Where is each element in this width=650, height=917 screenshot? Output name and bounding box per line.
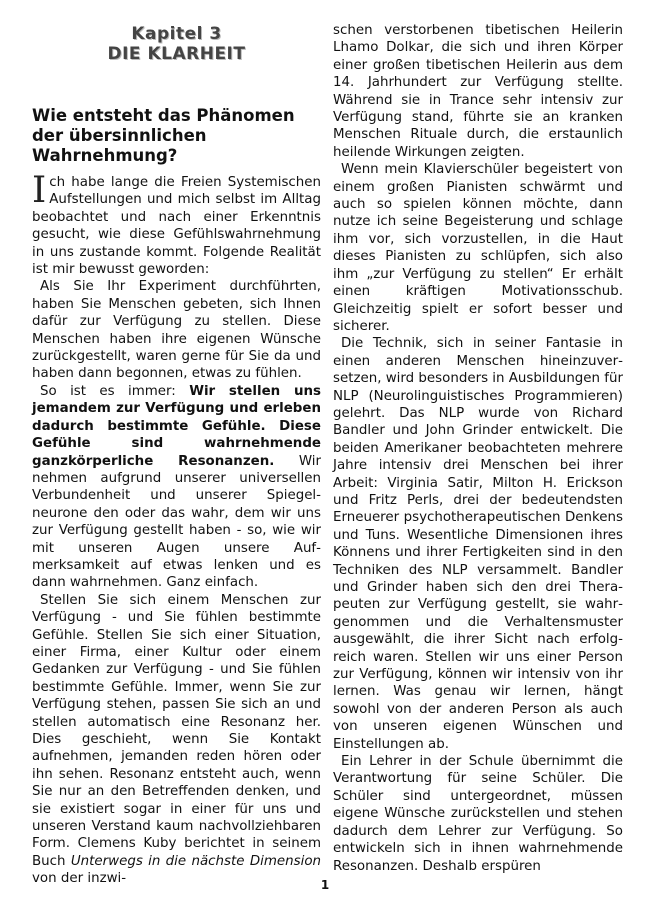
left-column [32,24,321,888]
page-number: 1 [320,878,330,892]
emphasis-text: Wir stellen uns jemandem zur Verfügung und erleben dadurch bestimmte Gefühle. Diese Gefühle sind wahrnehmende ganzkörperliche Resonanzen. [32,383,321,469]
paragraph [32,170,321,278]
paragraph: Die Technik, sich in seiner Fantasie in einen anderen Menschen hineinzuversetzen, wird besonders in Ausbildungen für NLP (Neurolinguistisches Programmieren) gelehrt. Das NLP wurde von Richard Bandler und John Grinder entwickelt. Die beiden Amerikaner beobachteten mehrere Jahre intensiv drei Menschen bei ihrer Arbeit: Virginia Satir, Milton H. Erickson und Fritz Perls, drei der bedeutendsten Erneuerer psychotherapeutischen Denkens und Tuns. Wesentliche Dimensionen ihres Könnens und ihrer Fertigkeiten sind in den Techniken des NLP versammelt. Bandler und Grinder haben sich den drei Therapeuten zur Verfügung gestellt, sie wahrgenommen und die Verhaltensmuster ausgewählt, die ihrer Sicht nach erfolgreich waren. Stellen wir uns einer Person zur Verfügung, können wir intensiv von ihr lernen. Was genau wir lernen, hängt sowohl von der anderen Person als auch von unseren eigenen Wünschen und Einstellungen ab. [333,336,623,752]
paragraph-text: Stellen Sie sich einem Menschen zur Verfügung - und Sie fühlen bestimmte Gefühle. Stellen Sie sich einer Situation, einer Firma, einer Kultur oder einem Gedanken zur Verfügung - und Sie fühlen bestimmte Gefühle. Immer, wenn Sie zur Verfügung stehen, passen Sie sich an und stellen automatisch eine Resonanz her. Dies geschieht, wenn Sie Kontakt aufnehmen, jemanden reden hören oder ihn sehen. Resonanz entsteht auch, wenn Sie nur an den Betreffenden denken, und sie existiert sogar in einer für uns und unseren Verstand kaum nachvollziehbaren Form. Clemens Kuby berichtet in seinem Buch [32,592,321,869]
paragraph-text: ch habe lange die Freien Systemischen Aufstellungen und mich selbst im Alltag beobachtet und nach einer Erkenntnis gesucht, wie diese Gefühlswahrnehmung in uns zustande kommt. Folgende Realität ist mir bewusst geworden: [32,175,321,278]
paragraph: Als Sie Ihr Experiment durchführten, haben Sie Menschen gebeten, sich Ihnen dafür zur Verfügung zu stellen. Diese Menschen haben ihre eigenen Wünsche zurückgestellt, waren gerne für Sie da und haben dann begonnen, etwas zu fühlen. [32,279,321,382]
chapter-heading [32,24,321,64]
section-title: Wie entsteht das Phänomen der übersinnlichen Wahrnehmung? [32,106,295,165]
paragraph [32,592,321,888]
drop-cap: I [32,170,47,211]
chapter-title: DIE KLARHEIT [107,44,246,64]
paragraph: Ein Lehrer in der Schule übernimmt die Verantwortung für seine Schüler. Die Schüler sind untergeordnet, müssen eigene Wünsche zurückstellen und stehen dadurch dem Lehrer zur Verfügung. So entwickeln sich in ihnen wahrnehmende Resonanzen. Deshalb erspüren [333,754,623,874]
paragraph-text: Wir nehmen aufgrund unserer universellen Verbundenheit und unserer Spiegelneurone den oder das wahr, dem wir uns zur Verfügung gestellt haben - so, wie wir mit unseren Augen unsere Aufmerksamkeit auf etwas lenken und es dann wahrnehmen. Ganz einfach. [32,453,321,591]
book-title: Unterwegs in die nächste Dimension [70,853,321,869]
paragraph: schen verstorbenen tibetischen Heilerin Lhamo Dolkar, die sich und ihren Körper einer großen tibetischen Heilerin aus dem 14. Jahrhundert zur Verfügung stellte. Während sie in Trance sehr intensiv zur Verfügung stand, führte sie an kranken Menschen Rituale durch, die erstaunlich heilende Wirkungen zeigten. [333,23,623,160]
paragraph-text: von der inzwi- [32,871,127,887]
right-column [333,22,623,875]
chapter-number: Kapitel 3 [131,24,222,44]
paragraph: Wenn mein Klavierschüler begeistert von einem großen Pianisten schwärmt und auch so spielen können möchte, dann nutze ich seine Begeisterung und schlage ihm vor, sich vorzustellen, in die Haut dieses Pianisten zu schlüpfen, sich also ihm „zur Verfügung zu stellen“ Er erhält einen kräftigen Motivationsschub. Gleichzeitig spielt er sofort besser und sicherer. [333,162,623,334]
paragraph-text: So ist es immer: [40,383,190,399]
paragraph [32,383,321,592]
